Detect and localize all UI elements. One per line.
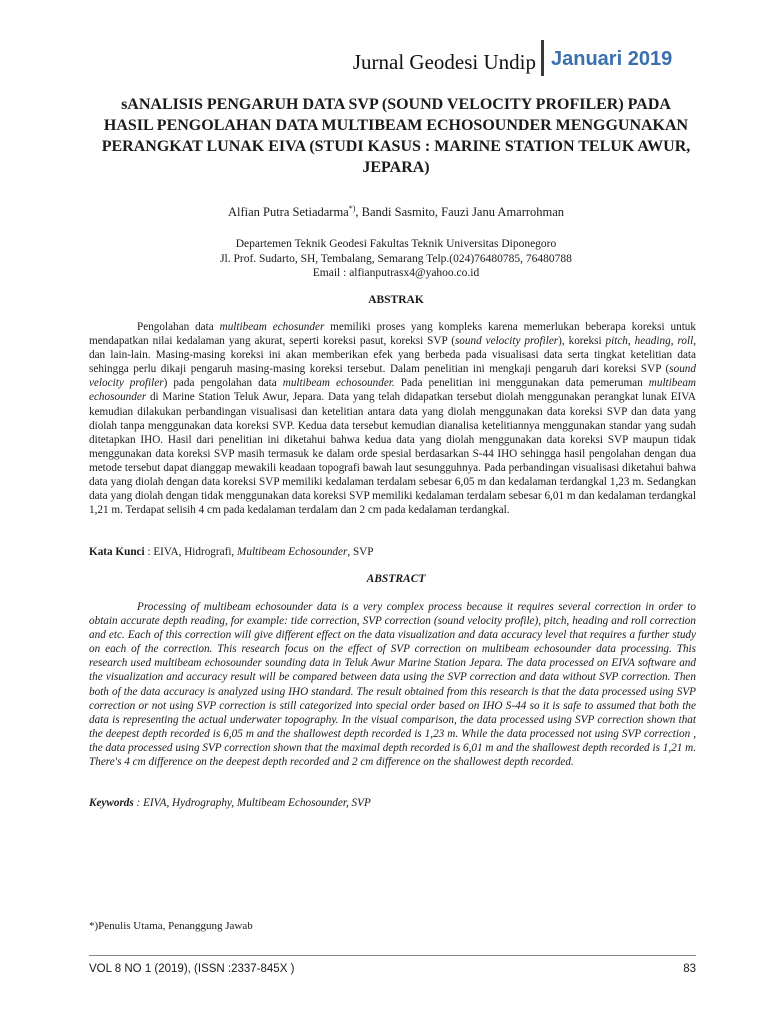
footer-divider bbox=[89, 955, 696, 956]
affiliation bbox=[96, 237, 696, 281]
abstract-body: Processing of multibeam echosounder data is a very complex process because it requires several correction in order to obtain accurate depth reading, for example: tide correction, SVP correction (sound velocity profile), pitch, heading and roll correction and etc. Each of this correction will give different effect on the data visualization and data accuracy level that requires a further study on each of the correction. This research focus on the effect of SVP correction on multibeam echosounder data processing. This research used multibeam echosounder sounding data in Teluk Awur Marine Station Jepara. The data processed on EIVA software and the visualization and accuracy result will be compared between data using the SVP correction and data without SVP correction. Then both of the data accuracy is analyzed using IHO standard. The result obtained from this research is that the data processed using SVP correction or not using SVP correction is still categorized into special order based on IHO S-44 so it is safe to assumed that both the data is representing the actual underwater topography. In the visual comparison, the data processed using SVP correction shown that the deepest depth recorded is 6,05 m and the shallowest depth recorded is 1,23 m. While the data processed not using SVP correction , the data processed using SVP correction shown that the maximal depth recorded is 6,01 m and the shallowest depth recorded is 1,21 m. There's 4 cm difference on the deepest depth recorded and 2 cm difference on the shallowest depth recorded. bbox=[89, 601, 696, 769]
journal-name: Jurnal Geodesi Undip bbox=[352, 50, 536, 74]
issue-date: Januari 2019 bbox=[551, 48, 673, 70]
kata-kunci: Kata Kunci : EIVA, Hidrografi, Multibeam Echosounder, SVP bbox=[89, 546, 374, 558]
first-author: Alfian Putra Setiadarma bbox=[227, 205, 349, 220]
abstract-heading: ABSTRACT bbox=[366, 573, 426, 585]
co-authors: , Bandi Sasmito, Fauzi Janu Amarrohman bbox=[355, 205, 565, 220]
keywords: Keywords : EIVA, Hydrography, Multibeam Echosounder, SVP bbox=[89, 797, 371, 809]
paper-title: sANALISIS PENGARUH DATA SVP (SOUND VELOCITY PROFILER) PADA HASIL PENGOLAHAN DATA MULTIBEAM ECHOSOUNDER MENGGUNAKAN PERANGKAT LUNAK EIVA (STUDI KASUS : MARINE STATION TELUK AWUR, JEPARA) bbox=[101, 96, 691, 176]
affiliation-department: Departemen Teknik Geodesi Fakultas Teknik Universitas Diponegoro bbox=[235, 238, 557, 250]
affiliation-address: Jl. Prof. Sudarto, SH, Tembalang, Semarang Telp.(024)76480785, 76480788 bbox=[220, 252, 572, 265]
corresponding-mark: *) bbox=[348, 204, 356, 213]
abstrak-body: Pengolahan data multibeam echosunder memiliki proses yang kompleks karena memerlukan beberapa koreksi untuk mendapatkan nilai kedalaman yang akurat, seperti koreksi pasut, koreksi SVP (sound velocity profiler), koreksi pitch, heading, roll, dan lain-lain. Masing-masing koreksi ini akan memberikan efek yang berbeda pada visualisasi data serta tingkat ketelitian data sehingga perlu dikaji pengaruh masing-masing koreksi tersebut. Dalam penelitian ini mengkaji pengaruh dari koreksi SVP (sound velocity profiler) pada pengolahan data multibeam echosounder. Pada penelitian ini menggunakan data pemeruman multibeam echosounder di Marine Station Teluk Awur, Jepara. Data yang telah didapatkan tersebut diolah menggunakan perangkat lunak EIVA kemudian dilakukan perbandingan visualisasi dan ketelitian antara data yang diolah menggunakan data koreksi SVP dan data yang diolah tanpa menggunakan data koreksi SVP. Kedua data tersebut kemudian dianalisa ketelitiannya menggunakan standar yang sudah ditetapkan IHO. Hasil dari penelitian ini diketahui bahwa kedua data yang diolah menggunakan data koreksi SVP maupun tidak menggunakan data koreksi SVP masih termasuk ke dalam orde spesial berdasarkan S-44 IHO sehingga hasil pengolahan dengan dua metode tersebut dapat dianggap mewakili keadaan topografi bawah laut sesungguhnya. Pada perbandingan visualisasi diketahui bahwa data yang diolah dengan data koreksi SVP memiliki kedalaman terdalam sebesar 6,05 m dan kedalaman terdangkal 1,23 m. Sedangkan data yang diolah dengan tidak menggunakan data koreksi SVP memiliki kedalaman terdalam sebesar 6,01 m dan kedalaman terdangkal 1,21 m. Terdapat selisih 4 cm pada kedalaman terdalam dan 2 cm pada kedalaman terdangkal. bbox=[89, 321, 697, 517]
page-number: 83 bbox=[683, 963, 696, 975]
affiliation-email: Email : alfianputrasx4@yahoo.co.id bbox=[312, 267, 480, 279]
abstrak-heading: ABSTRAK bbox=[368, 294, 424, 306]
header-divider bbox=[541, 40, 544, 76]
footnote: *)Penulis Utama, Penanggung Jawab bbox=[89, 920, 253, 932]
kata-kunci-label: Kata Kunci bbox=[89, 546, 145, 558]
page-header bbox=[0, 40, 768, 80]
keywords-label: Keywords bbox=[89, 797, 134, 809]
volume-info: VOL 8 NO 1 (2019), (ISSN :2337-845X ) bbox=[89, 963, 295, 975]
author-list bbox=[96, 204, 696, 220]
